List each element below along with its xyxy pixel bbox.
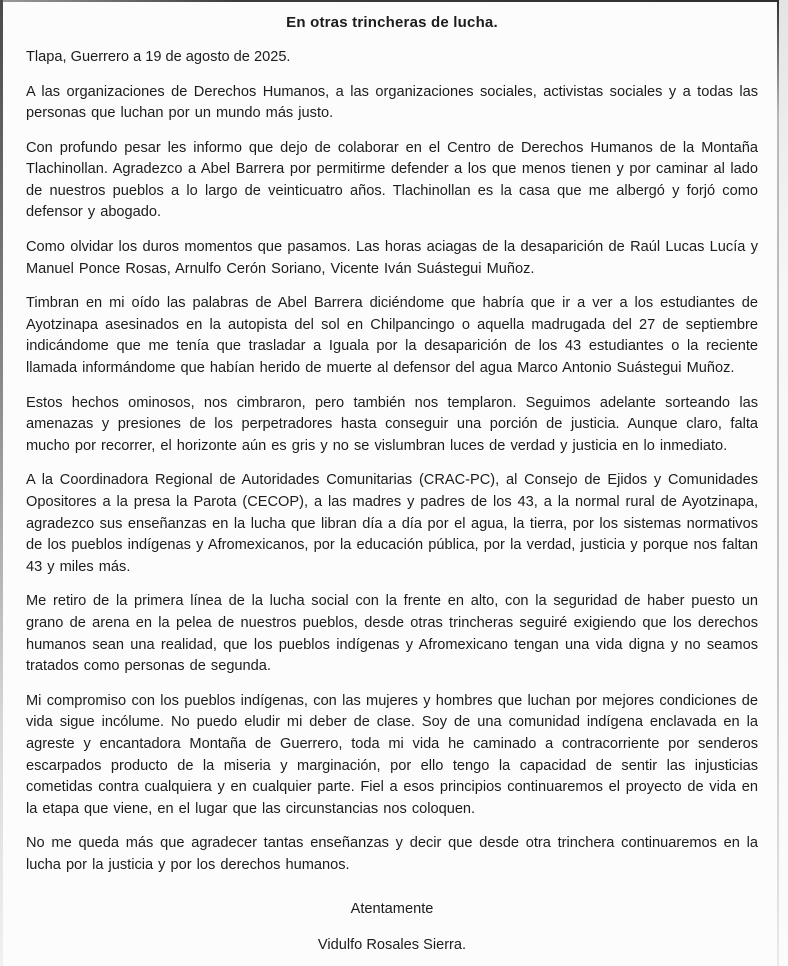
scan-edge-left <box>0 0 3 966</box>
paragraph-hard-moments: Como olvidar los duros momentos que pasamos. Las horas aciagas de la desaparición de Raúl Lucas Lucía y Manuel Ponce Rosas, Arnulfo Cerón Soriano, Vicente Iván Suástegui Muñoz. <box>26 239 758 277</box>
paragraph-salutation: A las organizaciones de Derechos Humanos, a las organizaciones sociales, activistas sociales y a todas las personas que luchan por un mundo más justo. <box>26 83 758 122</box>
letter-closing: Atentamente <box>350 900 434 917</box>
paragraph-ominous-events: Estos hechos ominosos, nos cimbraron, pero también nos templaron. Seguimos adelante sorteando las amenazas y presiones de los perpetradores hasta conseguir una porción de justicia. Aunque claro, falta mucho por recorrer, el horizonte aún es gris y no se vislumbran luces de verdad y justicia en lo inmediato. <box>26 394 758 454</box>
paragraph-resignation-announcement: Con profundo pesar les informo que dejo de colaborar en el Centro de Derechos Humanos de la Montaña Tlachinollan. Agradezco a Abel Barrera por permitirme defender a los que menos tienen y por caminar al lado de nuestros pueblos a lo largo de veinticuatro años. Tlachinollan es la casa que me albergó y forjó como defensor y abogado. <box>26 139 758 221</box>
scan-edge-right-shade <box>779 0 788 966</box>
letter-dateline: Tlapa, Guerrero a 19 de agosto de 2025. <box>26 49 291 65</box>
paragraph-commitment: Mi compromiso con los pueblos indígenas, con las mujeres y hombres que luchan por mejores condiciones de vida sigue incólume. No puedo eludir mi deber de clase. Soy de una comunidad indígena enclavada en la agreste y encantadora Montaña de Guerrero, toda mi vida he caminado a contracorriente por senderos escarpados producto de la miseria y marginación, por ello tengo la capacidad de sentir las injusticias cometidas contra cualquiera y en cualquier parte. Fiel a esos principios continuaremos el proyecto de vida en la etapa que viene, en el lugar que las circunstancias nos coloquen. <box>26 692 758 817</box>
paragraph-abel-barrera-words: Timbran en mi oído las palabras de Abel Barrera diciéndome que habría que ir a ver a los estudiantes de Ayotzinapa asesinados en la autopista del sol en Chilpancingo o aquella madrugada del 27 de septiembre indicándome que me tenía que trasladar a Iguala por la desaparición de los 43 estudiantes o la reciente llamada informándome que habían herido de muerte al defensor del agua Marco Antonio Suástegui Muñoz. <box>26 295 758 377</box>
paragraph-acknowledgements: A la Coordinadora Regional de Autoridades Comunitarias (CRAC-PC), al Consejo de Ejidos y Comunidades Opositores a la presa la Parota (CECOP), a las madres y padres de los 43, a la normal rural de Ayotzinapa, agradezco sus enseñanzas en la lucha que libran día a día por el agua, la tierra, por los sistemas normativos de los pueblos indígenas y Afromexicanos, por la educación pública, por la verdad, justicia y porque nos faltan 43 y miles más. <box>26 472 758 575</box>
letter-title: En otras trincheras de lucha. <box>286 14 498 31</box>
paragraph-farewell: No me queda más que agradecer tantas enseñanzas y decir que desde otra trinchera continuaremos en la lucha por la justicia y por los derechos humanos. <box>26 835 758 873</box>
paragraph-retirement-statement: Me retiro de la primera línea de la lucha social con la frente en alto, con la seguridad de haber puesto un grano de arena en la pelea de nuestros pueblos, desde otras trincheras seguiré exigiendo que los derechos humanos sean una realidad, que los pueblos indígenas y Afromexicano tengan una vida digna y no seamos tratados como personas de segunda. <box>26 593 758 675</box>
scan-edge-top <box>0 0 788 2</box>
letter-signature: Vidulfo Rosales Sierra. <box>317 937 467 953</box>
